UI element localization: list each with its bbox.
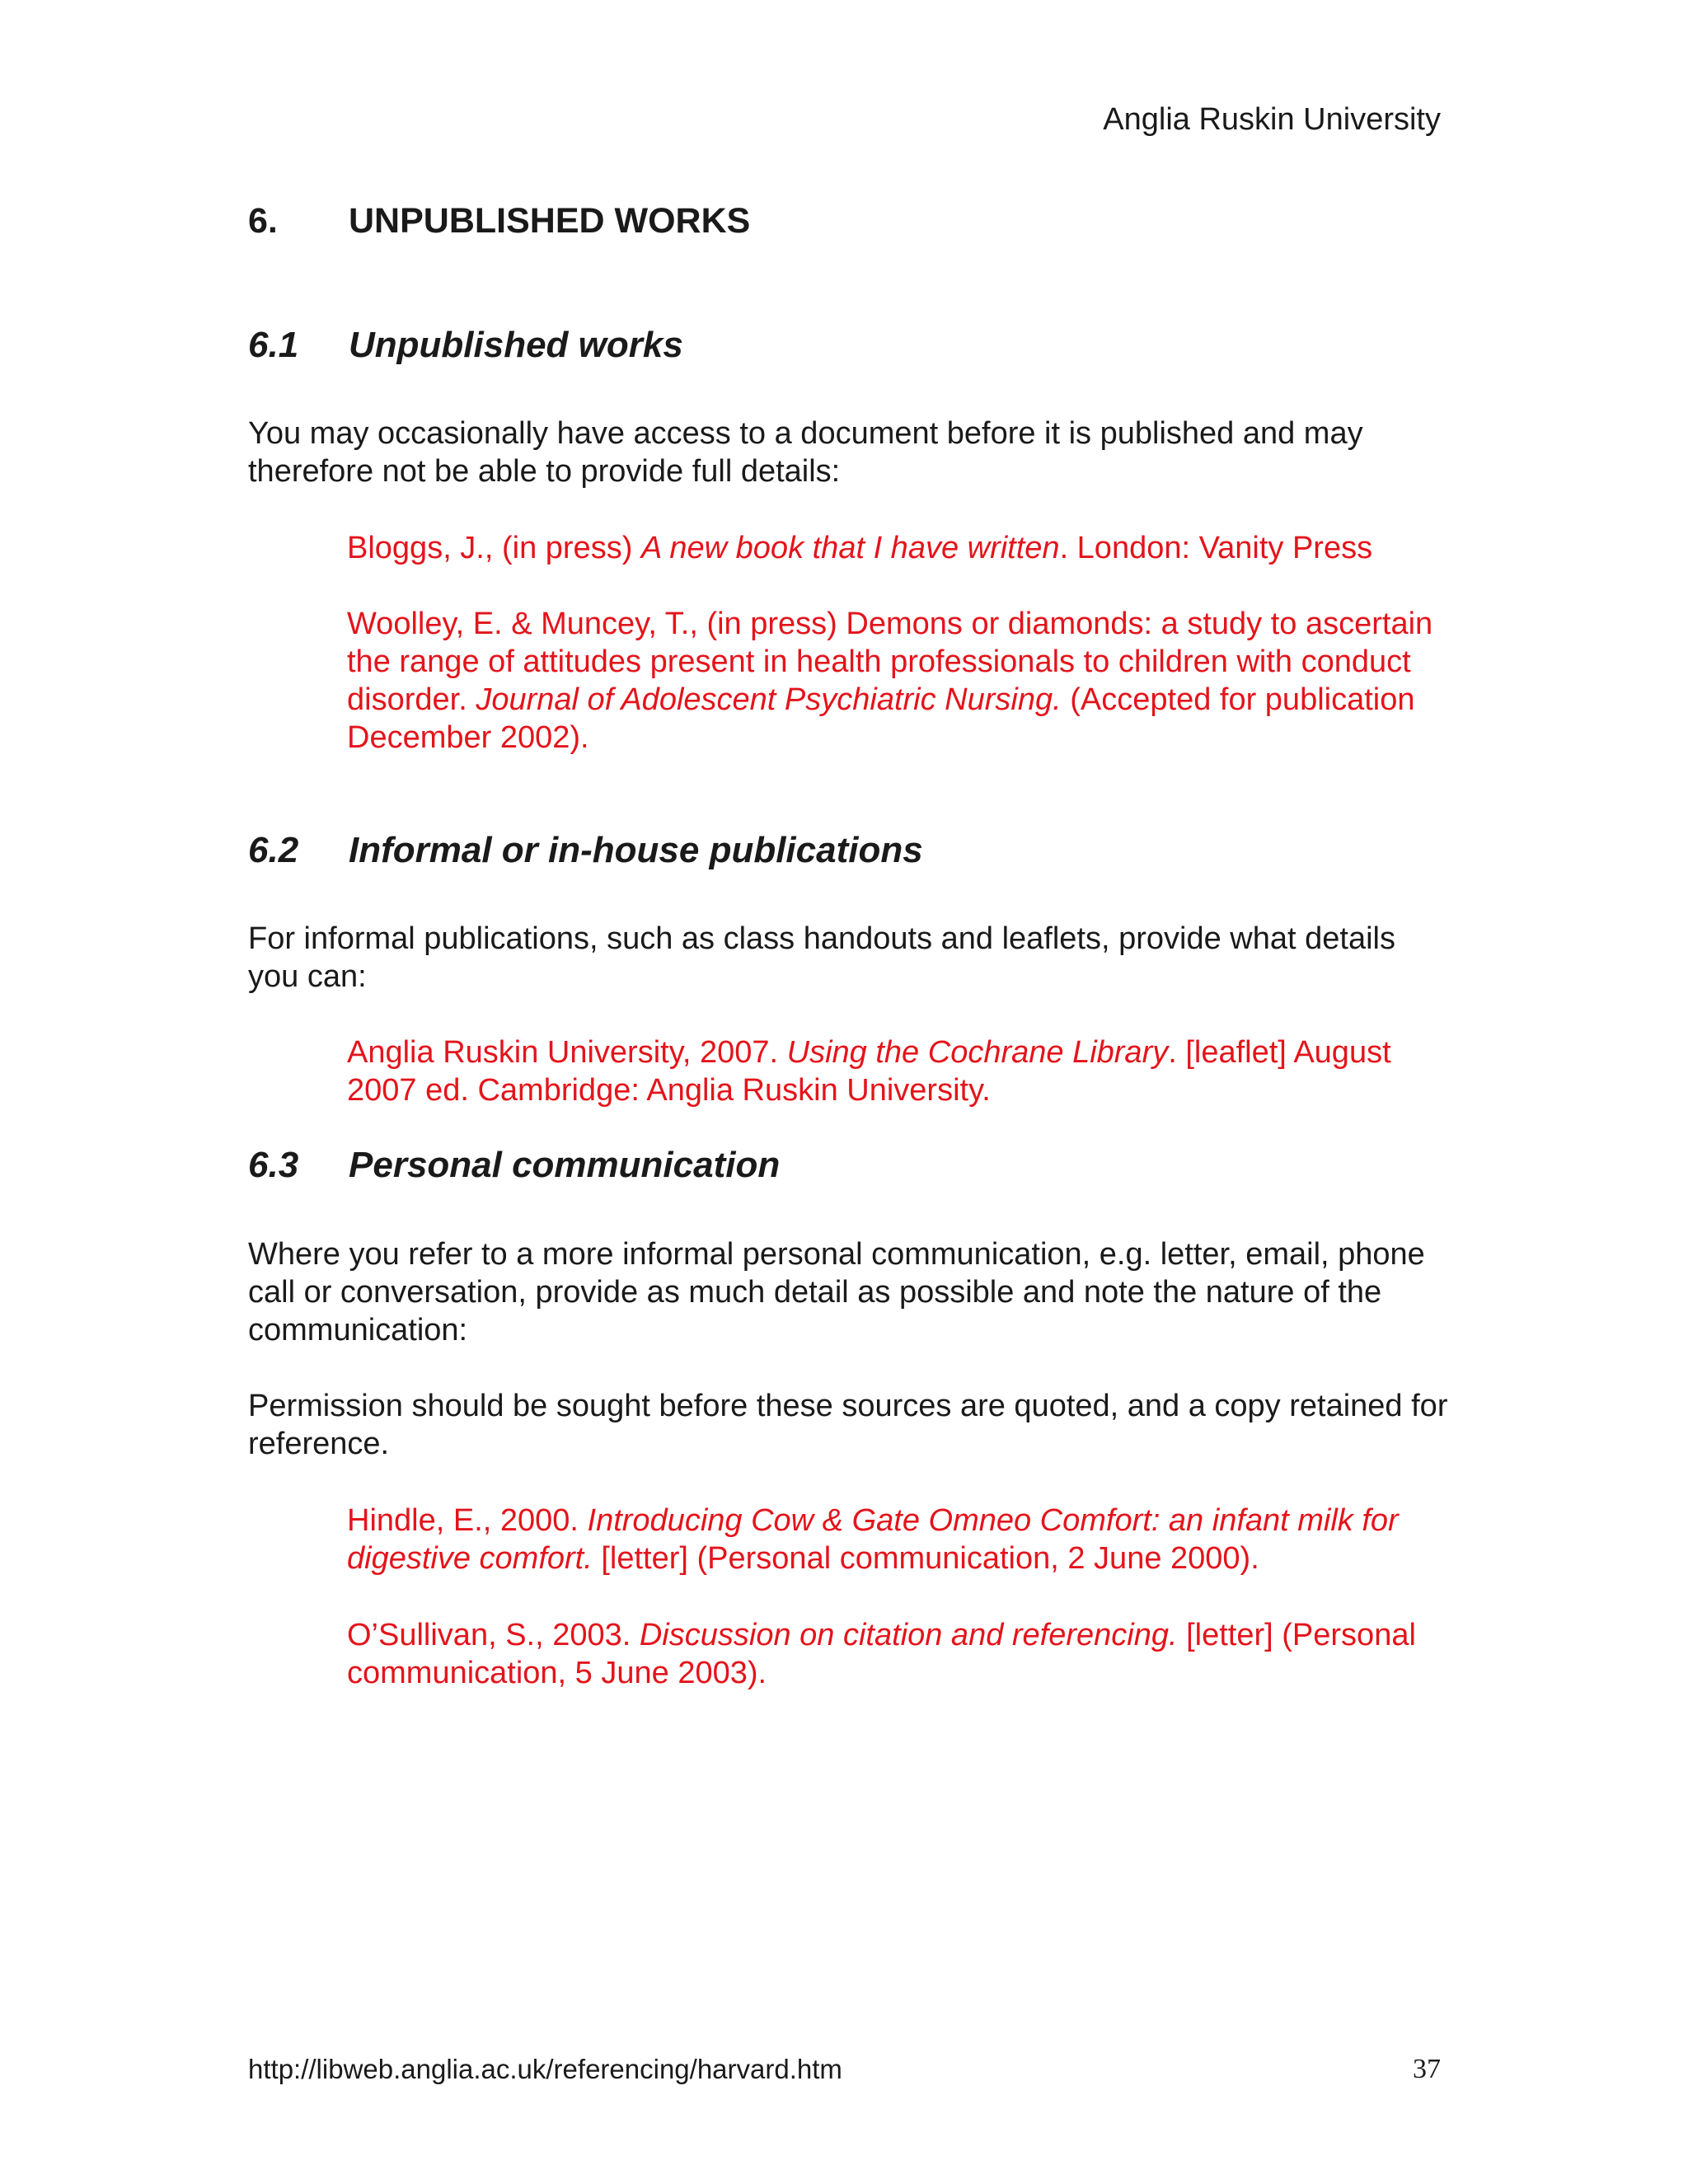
reference-text: (Accepted for publication December 2002). [347, 682, 1415, 755]
subsection-heading-6-1 [248, 323, 683, 368]
footer-url: http://libweb.anglia.ac.uk/referencing/harvard.htm [248, 2054, 842, 2084]
reference-woolley-muncey [347, 605, 1451, 757]
subsection-number: 6.3 [248, 1145, 299, 1185]
reference-text: Hindle, E., 2000. [347, 1503, 588, 1538]
reference-title: A new book that I have written [640, 531, 1060, 565]
paragraph-6-3-intro: Where you refer to a more informal personal communication, e.g. letter, email, phone call or conversation, provide as much detail as possible and note the nature of the communication: [248, 1237, 1425, 1347]
running-header: Anglia Ruskin University [1103, 102, 1441, 137]
paragraph-6-3-permission: Permission should be sought before these sources are quoted, and a copy retained for reference. [248, 1389, 1448, 1461]
paragraph-6-2-intro: For informal publications, such as class handouts and leaflets, provide what details you can: [248, 921, 1395, 994]
subsection-title: Unpublished works [349, 325, 683, 365]
page-number: 37 [1413, 2054, 1441, 2084]
reference-text: . [leaflet] August 2007 ed. Cambridge: Anglia Ruskin University. [347, 1035, 1391, 1108]
reference-title: Introducing Cow & Gate Omneo Comfort: an infant milk for digestive comfort. [347, 1503, 1399, 1576]
reference-text: . London: Vanity Press [1059, 531, 1373, 565]
reference-title: Journal of Adolescent Psychiatric Nursing. [476, 682, 1062, 717]
reference-osullivan [347, 1616, 1451, 1692]
reference-text: [letter] (Personal communication, 5 June 2003). [347, 1618, 1416, 1690]
reference-anglia-ruskin [347, 1033, 1451, 1109]
section-number: 6. [248, 201, 278, 241]
subsection-heading-6-3 [248, 1143, 780, 1188]
subsection-number: 6.2 [248, 830, 299, 870]
section-title: UNPUBLISHED WORKS [349, 201, 751, 241]
subsection-number: 6.1 [248, 325, 299, 365]
section-heading [248, 199, 750, 242]
reference-title: Discussion on citation and referencing. [639, 1618, 1178, 1652]
subsection-title: Personal communication [349, 1145, 781, 1185]
paragraph-6-1-intro: You may occasionally have access to a document before it is published and may therefore not be able to provide full details: [248, 416, 1363, 489]
reference-bloggs [347, 529, 1451, 567]
reference-text: Anglia Ruskin University, 2007. [347, 1035, 787, 1070]
reference-text: O’Sullivan, S., 2003. [347, 1618, 640, 1652]
subsection-heading-6-2 [248, 828, 923, 873]
reference-text: [letter] (Personal communication, 2 June 2000). [592, 1541, 1259, 1576]
reference-text: Woolley, E. & Muncey, T., (in press) Demons or diamonds: a study to ascertain the range of attitudes present in health professionals to children with conduct disorder. [347, 607, 1433, 717]
reference-hindle [347, 1502, 1451, 1577]
reference-title: Using the Cochrane Library [786, 1035, 1169, 1070]
subsection-title: Informal or in-house publications [349, 830, 923, 870]
reference-text: Bloggs, J., (in press) [347, 531, 641, 565]
